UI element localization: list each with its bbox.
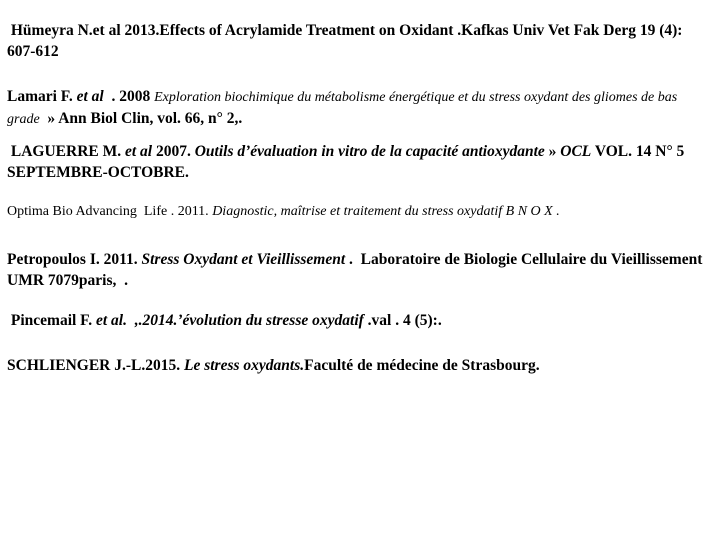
reference-source: VOL. 14 N° 5 SEPTEMBRE-OCTOBRE. [7,143,689,181]
reference-journal: OCL [560,143,592,160]
reference-text: Hümeyra N.et al 2013.Effects of Acrylamide Treatment on Oxidant .Kafkas Univ Vet Fak Derg 19 (4): 607-612 [7,22,687,60]
reference-author-year: SCHLIENGER J.-L.2015. [7,357,184,374]
reference-title: Le stress oxydants. [184,357,305,374]
reference-et-al: et al. [95,312,127,329]
reference-source: . Laboratoire de Biologie Cellulaire du Vieillissement UMR 7079paris, . [7,251,707,289]
reference-separator: » [544,143,561,160]
reference-entry [7,20,713,62]
reference-year: . 2008 [103,88,155,105]
reference-et-al: et al [76,88,104,105]
reference-title: Outils d’évaluation in vitro de la capacité antioxydante [194,143,545,160]
reference-author: LAGUERRE M. [7,143,125,160]
reference-entry [7,249,713,291]
reference-title: Exploration biochimique du métabolisme énergétique et du stress oxydant des gliomes de bas grade [7,90,681,127]
reference-entry [7,201,713,222]
reference-author: Pincemail F. [7,312,96,329]
reference-source: Faculté de médecine de Strasbourg. [304,357,540,374]
reference-title: ,.2014.’évolution du stresse oxydatif [134,312,364,329]
reference-entry [7,310,713,331]
reference-author-year: Optima Bio Advancing Life . 2011. [7,204,213,219]
reference-entry [7,355,713,376]
reference-entry [7,141,713,183]
reference-source: .val . 4 (5):. [363,312,442,329]
reference-et-al: et al [124,143,153,160]
reference-year: 2007. [152,143,195,160]
reference-author-year: Petropoulos I. 2011. [7,251,142,268]
reference-title: Stress Oxydant et Vieillissement [141,251,346,268]
reference-source: » Ann Biol Clin, vol. 66, n° 2,. [39,110,243,127]
reference-spacer [127,312,135,329]
reference-title: Diagnostic, maîtrise et traitement du stress oxydatif B N O X . [212,204,560,219]
reference-entry [7,86,713,130]
reference-author: Lamari F. [7,88,77,105]
